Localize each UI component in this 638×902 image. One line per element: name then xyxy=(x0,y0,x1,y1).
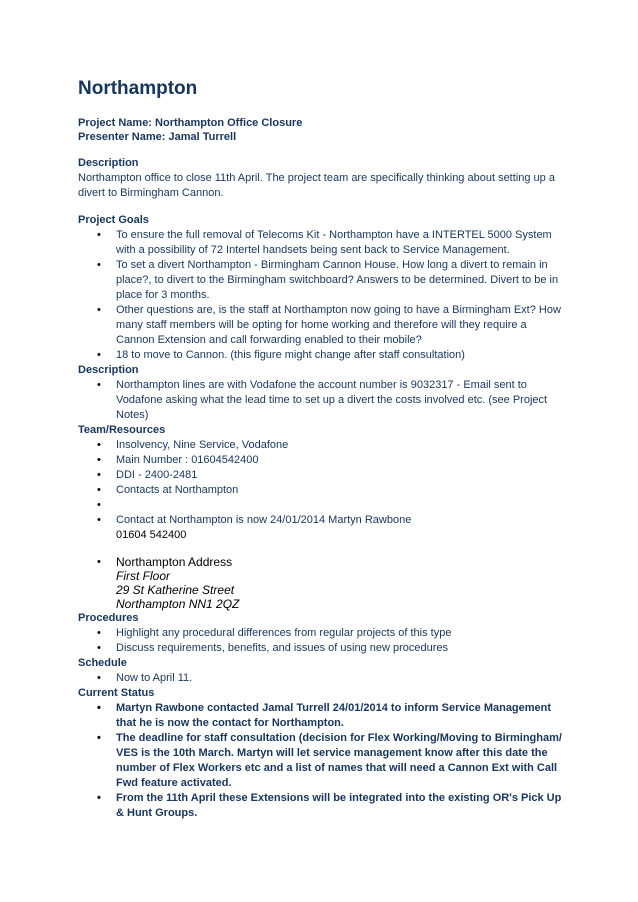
list-item: • Other questions are, is the staff at Northampton now going to have a Birmingham Ext? How many staff members will be opting for home working and therefore will they require a Cannon Extension and call forwarding enabled to their mobile? xyxy=(78,303,568,348)
schedule-heading: Schedule xyxy=(78,657,127,669)
list-item: • Contacts at Northampton xyxy=(78,483,568,498)
address-line: 29 St Katherine Street xyxy=(116,583,235,597)
team-resources-heading: Team/Resources xyxy=(78,424,166,436)
page-title: Northampton xyxy=(78,78,198,99)
presenter-name: Presenter Name: Jamal Turrell xyxy=(78,131,237,143)
list-item: • Now to April 11. xyxy=(78,671,568,686)
current-status-list xyxy=(78,701,568,821)
list-item: • Main Number : 01604542400 xyxy=(78,453,568,468)
address-label: Northampton Address xyxy=(116,555,233,569)
procedures-list xyxy=(78,626,568,656)
list-item: • To ensure the full removal of Telecoms Kit - Northampton have a INTERTEL 5000 System with a possibility of 72 Intertel handsets being sent back to Service Management. xyxy=(78,228,568,258)
list-item: • The deadline for staff consultation (decision for Flex Working/Moving to Birmingham/ VES is the 10th March. Martyn will let service management know after this date the number of Flex Workers etc and a list of names that will need a Cannon Ext with Call Fwd feature activated. xyxy=(78,731,568,791)
project-goals-heading: Project Goals xyxy=(78,214,149,226)
description-heading-2: Description xyxy=(78,364,139,376)
list-item: • Northampton lines are with Vodafone the account number is 9032317 - Email sent to Vodafone asking what the lead time to set up a divert the costs involved etc. (see Project Notes) xyxy=(78,378,568,423)
list-item: • Highlight any procedural differences from regular projects of this type xyxy=(78,626,568,641)
description-list xyxy=(78,378,568,423)
list-item: • To set a divert Northampton - Birmingham Cannon House. How long a divert to remain in place?, to divert to the Birmingham switchboard? Answers to be determined. Divert to be in place for 3 months. xyxy=(78,258,568,303)
current-status-heading: Current Status xyxy=(78,687,155,699)
address-line: First Floor xyxy=(116,569,170,583)
list-item: • 18 to move to Cannon. (this figure might change after staff consultation) xyxy=(78,348,568,363)
address-line: Northampton NN1 2QZ xyxy=(116,597,240,611)
list-item: • Insolvency, Nine Service, Vodafone xyxy=(78,438,568,453)
address-item xyxy=(78,555,568,611)
contact-line: Contact at Northampton is now 24/01/2014 Martyn Rawbone xyxy=(116,514,412,526)
team-resources-list xyxy=(78,438,568,611)
contact-item xyxy=(78,513,568,543)
project-goals-list xyxy=(78,228,568,363)
description-heading: Description xyxy=(78,157,139,169)
list-item-empty xyxy=(78,498,568,513)
document-content xyxy=(78,78,568,821)
contact-phone: 01604 542400 xyxy=(116,529,187,541)
list-item: • Martyn Rawbone contacted Jamal Turrell 24/01/2014 to inform Service Management that he is now the contact for Northampton. xyxy=(78,701,568,731)
schedule-list xyxy=(78,671,568,686)
project-name: Project Name: Northampton Office Closure xyxy=(78,117,303,129)
list-item: • From the 11th April these Extensions will be integrated into the existing OR's Pick Up & Hunt Groups. xyxy=(78,791,568,821)
list-item: • Discuss requirements, benefits, and issues of using new procedures xyxy=(78,641,568,656)
procedures-heading: Procedures xyxy=(78,612,139,624)
description-text: Northampton office to close 11th April. The project team are specifically thinking about setting up a divert to Birmingham Cannon. xyxy=(78,172,555,199)
list-item: • DDI - 2400-2481 xyxy=(78,468,568,483)
